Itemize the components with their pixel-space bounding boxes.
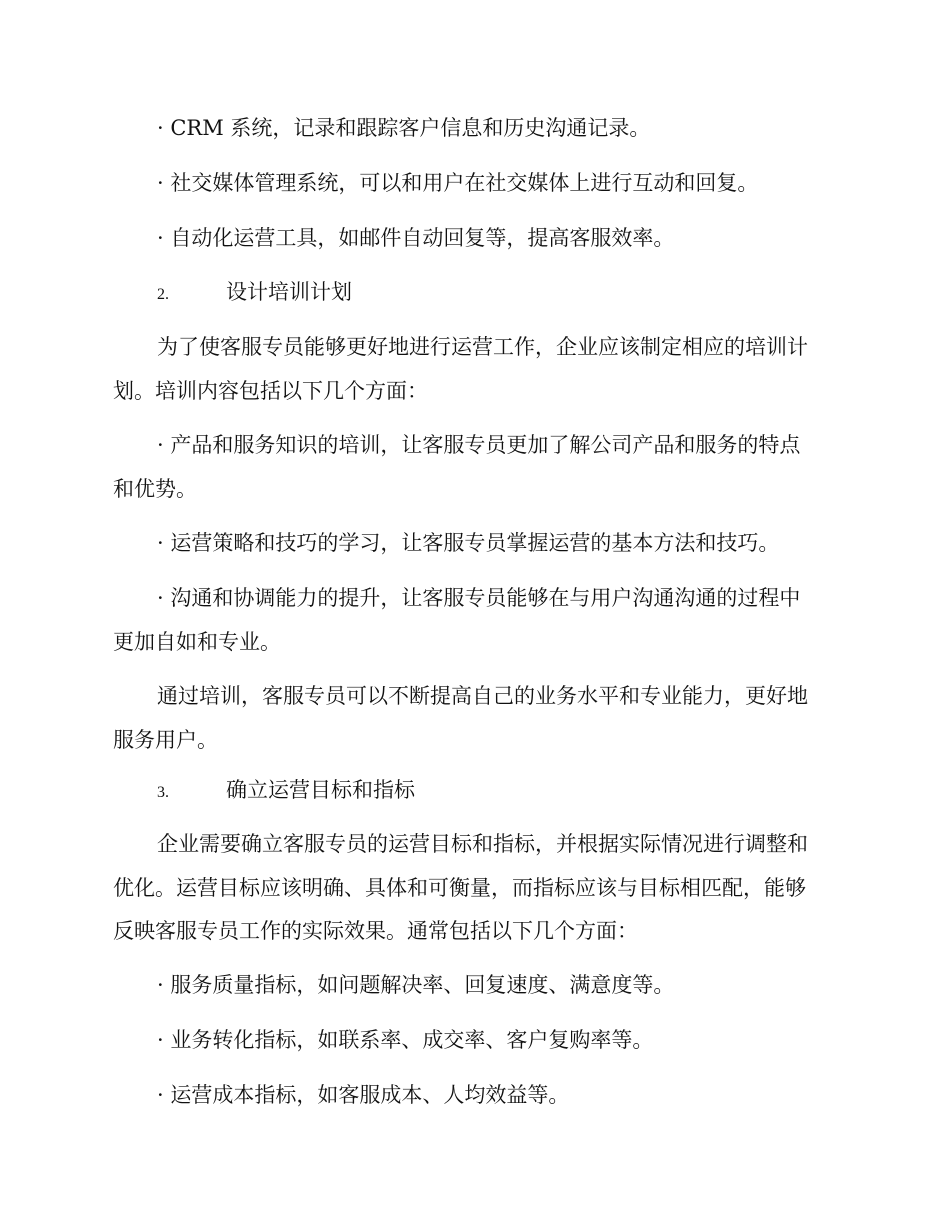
section-heading-3	[157, 768, 415, 815]
bullet-service-quality: · 服务质量指标，如问题解决率、回复速度、满意度等。	[157, 973, 675, 997]
bullet-communication-line-1: · 沟通和协调能力的提升，让客服专员能够在与用户沟通沟通的过程中	[157, 586, 801, 610]
bullet-business-conversion: · 业务转化指标，如联系率、成交率、客户复购率等。	[157, 1028, 654, 1052]
section-number: 2.	[157, 286, 169, 303]
bullet-operation-cost: · 运营成本指标，如客服成本、人均效益等。	[157, 1083, 570, 1107]
bullet-communication-line-2: 更加自如和专业。	[113, 630, 281, 654]
paragraph-goals-line-1: 企业需要确立客服专员的运营目标和指标，并根据实际情况进行调整和	[157, 832, 808, 856]
paragraph-goals-line-3: 反映客服专员工作的实际效果。通常包括以下几个方面：	[113, 919, 638, 943]
paragraph-training-line-2: 划。培训内容包括以下几个方面：	[113, 379, 428, 403]
paragraph-training-line-1: 为了使客服专员能够更好地进行运营工作，企业应该制定相应的培训计	[157, 335, 808, 359]
bullet-product-knowledge-line-1: · 产品和服务知识的培训，让客服专员更加了解公司产品和服务的特点	[157, 433, 801, 457]
section-title: 设计培训计划	[226, 280, 352, 304]
paragraph-training-result-line-1: 通过培训，客服专员可以不断提高自己的业务水平和专业能力，更好地	[157, 684, 808, 708]
section-heading-2	[157, 270, 352, 317]
section-title: 确立运营目标和指标	[226, 778, 415, 802]
bullet-crm-system: · CRM 系统，记录和跟踪客户信息和历史沟通记录。	[157, 116, 651, 140]
bullet-operation-strategy: · 运营策略和技巧的学习，让客服专员掌握运营的基本方法和技巧。	[157, 531, 780, 555]
bullet-product-knowledge-line-2: 和优势。	[113, 477, 197, 501]
paragraph-training-result-line-2: 服务用户。	[113, 728, 218, 752]
bullet-social-media-system: · 社交媒体管理系统，可以和用户在社交媒体上进行互动和回复。	[157, 171, 759, 195]
bullet-automation-tools: · 自动化运营工具，如邮件自动回复等，提高客服效率。	[157, 226, 675, 250]
paragraph-goals-line-2: 优化。运营目标应该明确、具体和可衡量，而指标应该与目标相匹配，能够	[113, 876, 806, 900]
section-number: 3.	[157, 784, 169, 801]
